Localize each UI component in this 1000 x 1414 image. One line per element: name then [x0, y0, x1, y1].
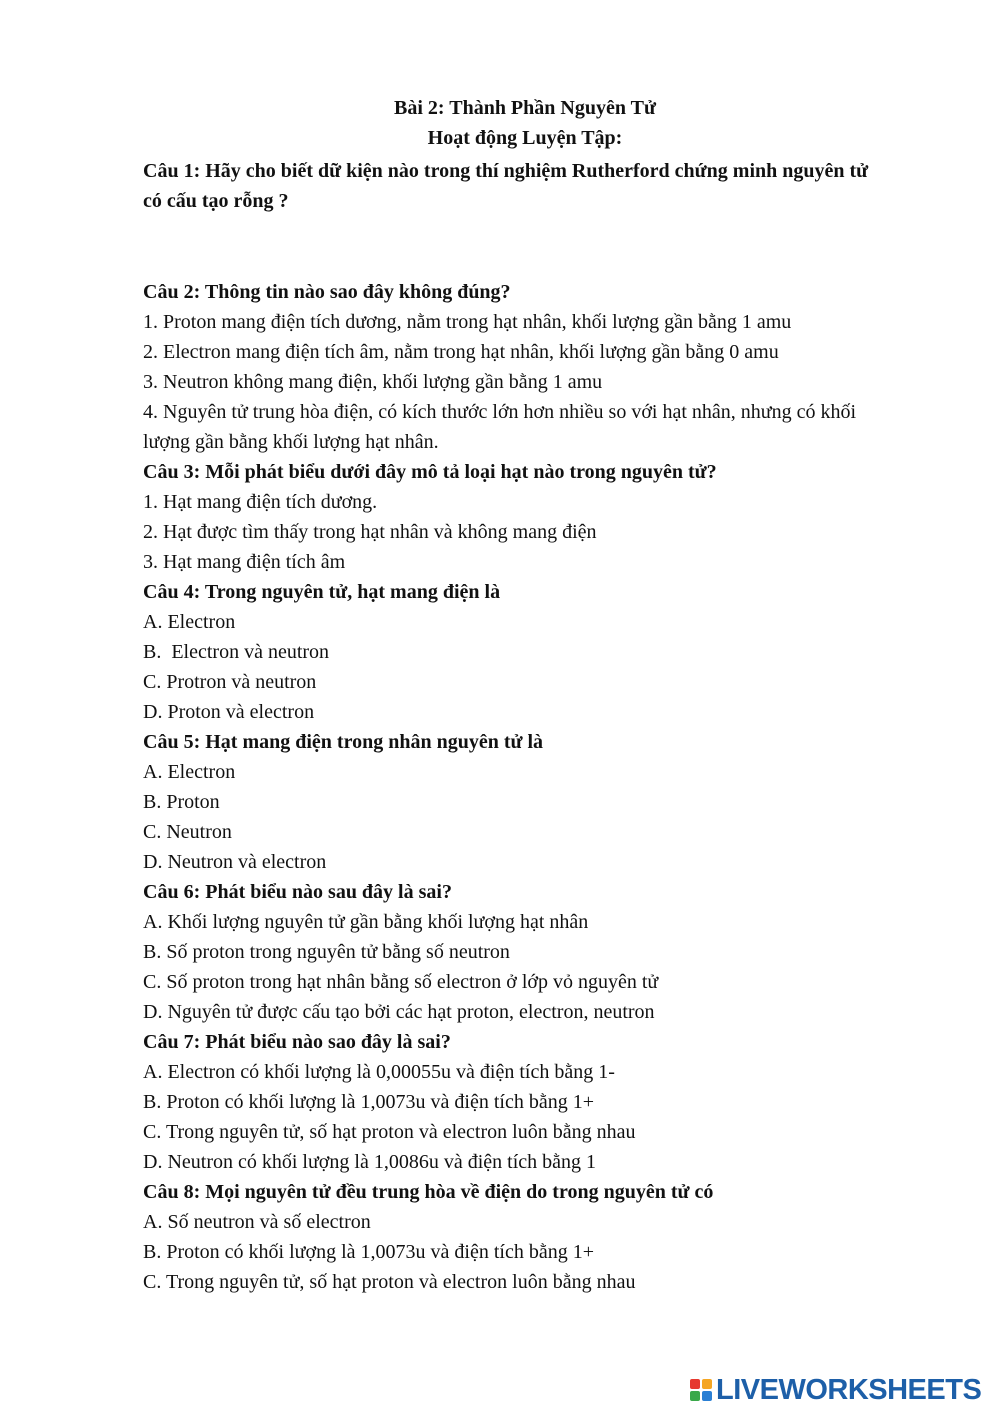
logo-grid-icon — [690, 1379, 712, 1401]
logo-cell — [690, 1391, 700, 1401]
logo-cell — [690, 1379, 700, 1389]
logo-cell — [702, 1379, 712, 1389]
question-3-title: Câu 3: Mỗi phát biểu dưới đây mô tả loại hạt nào trong nguyên tử? — [143, 461, 717, 483]
page-subtitle: Hoạt động Luyện Tập: — [427, 127, 623, 149]
question-2-option: 1. Proton mang điện tích dương, nằm trong hạt nhân, khối lượng gần bằng 1 amu — [143, 311, 792, 333]
question-5-option: D. Neutron và electron — [143, 851, 327, 873]
question-5-option: C. Neutron — [143, 821, 232, 843]
question-8-option: B. Proton có khối lượng là 1,0073u và điện tích bằng 1+ — [143, 1241, 594, 1263]
question-4-option: D. Proton và electron — [143, 701, 315, 723]
question-3-option: 3. Hạt mang điện tích âm — [143, 551, 346, 573]
page-title: Bài 2: Thành Phần Nguyên Tử — [394, 97, 656, 119]
question-8-option: A. Số neutron và số electron — [143, 1211, 371, 1233]
question-1-title: Câu 1: Hãy cho biết dữ kiện nào trong thí nghiệm Rutherford chứng minh nguyên tử có cấu tạo rỗng ? — [143, 160, 869, 212]
question-3-option: 1. Hạt mang điện tích dương. — [143, 491, 378, 513]
question-list — [143, 156, 883, 1297]
question-6-option: C. Số proton trong hạt nhân bằng số electron ở lớp vỏ nguyên tử — [143, 971, 659, 993]
question-5-option: B. Proton — [143, 791, 220, 813]
question-6-option: A. Khối lượng nguyên tử gần bằng khối lượng hạt nhân — [143, 911, 589, 933]
question-2-option: 4. Nguyên tử trung hòa điện, có kích thước lớn hơn nhiều so với hạt nhân, nhưng có khối lượng gần bằng khối lượng hạt nhân. — [143, 401, 857, 453]
question-2-title: Câu 2: Thông tin nào sao đây không đúng? — [143, 281, 511, 303]
logo-wordmark: LIVEWORKSHEETS — [716, 1373, 982, 1406]
question-7-option: A. Electron có khối lượng là 0,00055u và điện tích bằng 1- — [143, 1061, 615, 1083]
question-6-title: Câu 6: Phát biểu nào sau đây là sai? — [143, 881, 452, 903]
question-2-option: 2. Electron mang điện tích âm, nằm trong hạt nhân, khối lượng gần bằng 0 amu — [143, 341, 779, 363]
question-4-option: A. Electron — [143, 611, 236, 633]
question-2-option: 3. Neutron không mang điện, khối lượng gần bằng 1 amu — [143, 371, 603, 393]
question-3-option: 2. Hạt được tìm thấy trong hạt nhân và không mang điện — [143, 521, 597, 543]
question-4-option: B. Electron và neutron — [143, 641, 330, 663]
question-4-option: C. Protron và neutron — [143, 671, 317, 693]
liveworksheets-logo — [690, 1373, 981, 1407]
question-5-title: Câu 5: Hạt mang điện trong nhân nguyên tử là — [143, 731, 544, 753]
question-7-option: D. Neutron có khối lượng là 1,0086u và điện tích bằng 1 — [143, 1151, 596, 1173]
question-7-option: C. Trong nguyên tử, số hạt proton và electron luôn bằng nhau — [143, 1121, 636, 1143]
question-8-option: C. Trong nguyên tử, số hạt proton và electron luôn bằng nhau — [143, 1271, 636, 1293]
logo-cell — [702, 1391, 712, 1401]
question-6-option: B. Số proton trong nguyên tử bằng số neutron — [143, 941, 510, 963]
question-4-title: Câu 4: Trong nguyên tử, hạt mang điện là — [143, 581, 501, 603]
question-5-option: A. Electron — [143, 761, 236, 783]
answer-space — [143, 216, 883, 277]
question-7-title: Câu 7: Phát biểu nào sao đây là sai? — [143, 1031, 451, 1053]
question-7-option: B. Proton có khối lượng là 1,0073u và điện tích bằng 1+ — [143, 1091, 594, 1113]
question-6-option: D. Nguyên tử được cấu tạo bởi các hạt proton, electron, neutron — [143, 1001, 655, 1023]
question-8-title: Câu 8: Mọi nguyên tử đều trung hòa về điện do trong nguyên tử có — [143, 1181, 714, 1203]
